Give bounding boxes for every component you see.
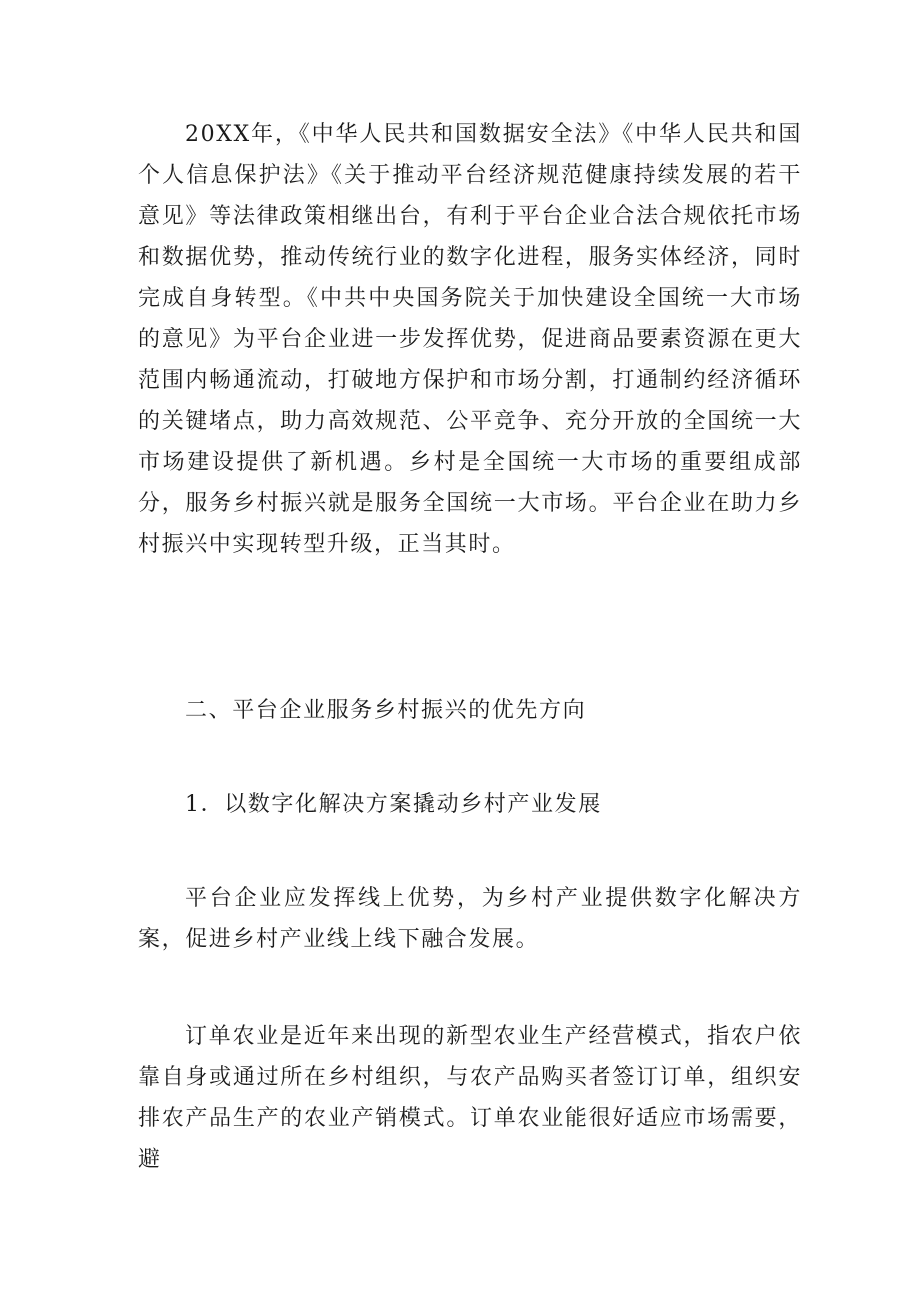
subsection-heading: 1．以数字化解决方案撬动乡村产业发展 bbox=[185, 792, 602, 817]
body-paragraph-policy-background: 20XX年，《中华人民共和国数据安全法》《中华人民共和国个人信息保护法》《关于推动平台经济规范健康持续发展的若干意见》等法律政策相继出台，有利于平台企业合法合规依托市场和数据优势，推动传统行业的数字化进程，服务实体经济，同时完成自身转型。《中共中央国务院关于加快建设全国统一大市场的意见》为平台企业进一步发挥优势，促进商品要素资源在更大范围内畅通流动，打破地方保护和市场分割，打通制约经济循环的关键堵点，助力高效规范、公平竞争、充分开放的全国统一大市场建设提供了新机遇。乡村是全国统一大市场的重要组成部分，服务乡村振兴就是服务全国统一大市场。平台企业在助力乡村振兴中实现转型升级，正当其时。 bbox=[138, 122, 802, 557]
body-paragraph-digital-solutions: 平台企业应发挥线上优势，为乡村产业提供数字化解决方案，促进乡村产业线上线下融合发展。 bbox=[138, 886, 802, 952]
section-heading: 二、平台企业服务乡村振兴的优先方向 bbox=[185, 698, 587, 723]
body-paragraph-order-agriculture: 订单农业是近年来出现的新型农业生产经营模式，指农户依靠自身或通过所在乡村组织，与农产品购买者签订订单，组织安排农产品生产的农业产销模式。订单农业能很好适应市场需要，避 bbox=[138, 1024, 802, 1172]
